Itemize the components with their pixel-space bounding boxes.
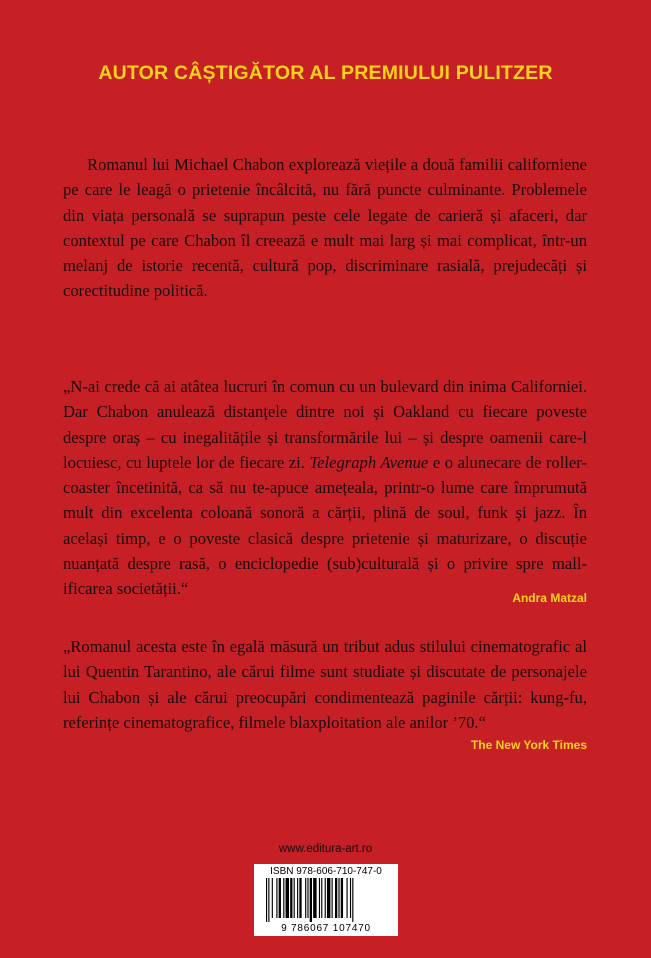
quote-author-matzal: Andra Matzal xyxy=(512,591,587,605)
quote-text-part1: „N-ai crede că ai atâtea lucruri în comun cu un bulevard din inima Californiei. Dar Chabon anulează distanțele dintre noi și Oakland cu fiecare poveste despre oraș – cu inegalitățile și transformările lui – și despre oamenii care-l locuiesc, cu luptele lor de fiecare zi. xyxy=(63,377,587,472)
review-quote-matzal xyxy=(63,374,587,602)
headline: AUTOR CÂȘTIGĂTOR AL PREMIULUI PULITZER xyxy=(98,62,553,84)
barcode-bars xyxy=(264,878,388,922)
barcode xyxy=(254,864,398,936)
isbn-number: ISBN 978-606-710-747-0 xyxy=(270,866,382,877)
review-quote-nyt: „Romanul acesta este în egală măsură un tribut adus stilului cinematografic al lui Quentin Tarantino, ale cărui filme sunt studiate și discutate de personajele lui Chabon și ale cărui preocupări condimentează paginile cărții: kung-fu, referințe cinematografice, filmele blaxploitation ale anilor ’70.“ xyxy=(63,637,587,732)
book-title-italic: Telegraph Avenue xyxy=(309,452,429,472)
barcode-digits: 9 786067 107470 xyxy=(281,923,371,934)
publisher-website: www.editura-art.ro xyxy=(278,843,373,855)
book-description: Romanul lui Michael Chabon explorează viețile a două familii californiene pe care le leagă o prietenie încâlcită, nu fără puncte culminante. Problemele din viața personală se suprapun peste cele legate de carieră și afaceri, dar contextul pe care Chabon îl creează e mult mai larg și mai complicat, într-un melanj de istorie recentă, cultură pop, discriminare rasială, prejudecăți și corectitudine politică. xyxy=(63,155,587,301)
quote-text-part2: e o alunecare de roller-coaster încetinită, ca să nu te-apuce amețeala, printr-o lume care împrumută mult din excelenta coloană sonoră a cărții, plină de soul, funk și jazz. În același timp, e o poveste clasică despre prietenie și maturizare, o discuție nuanțată despre rasă, o enciclopedie (sub)culturală și o privire spre mall-ificarea societății.“ xyxy=(63,452,587,599)
quote-author-nyt: The New York Times xyxy=(470,738,587,752)
